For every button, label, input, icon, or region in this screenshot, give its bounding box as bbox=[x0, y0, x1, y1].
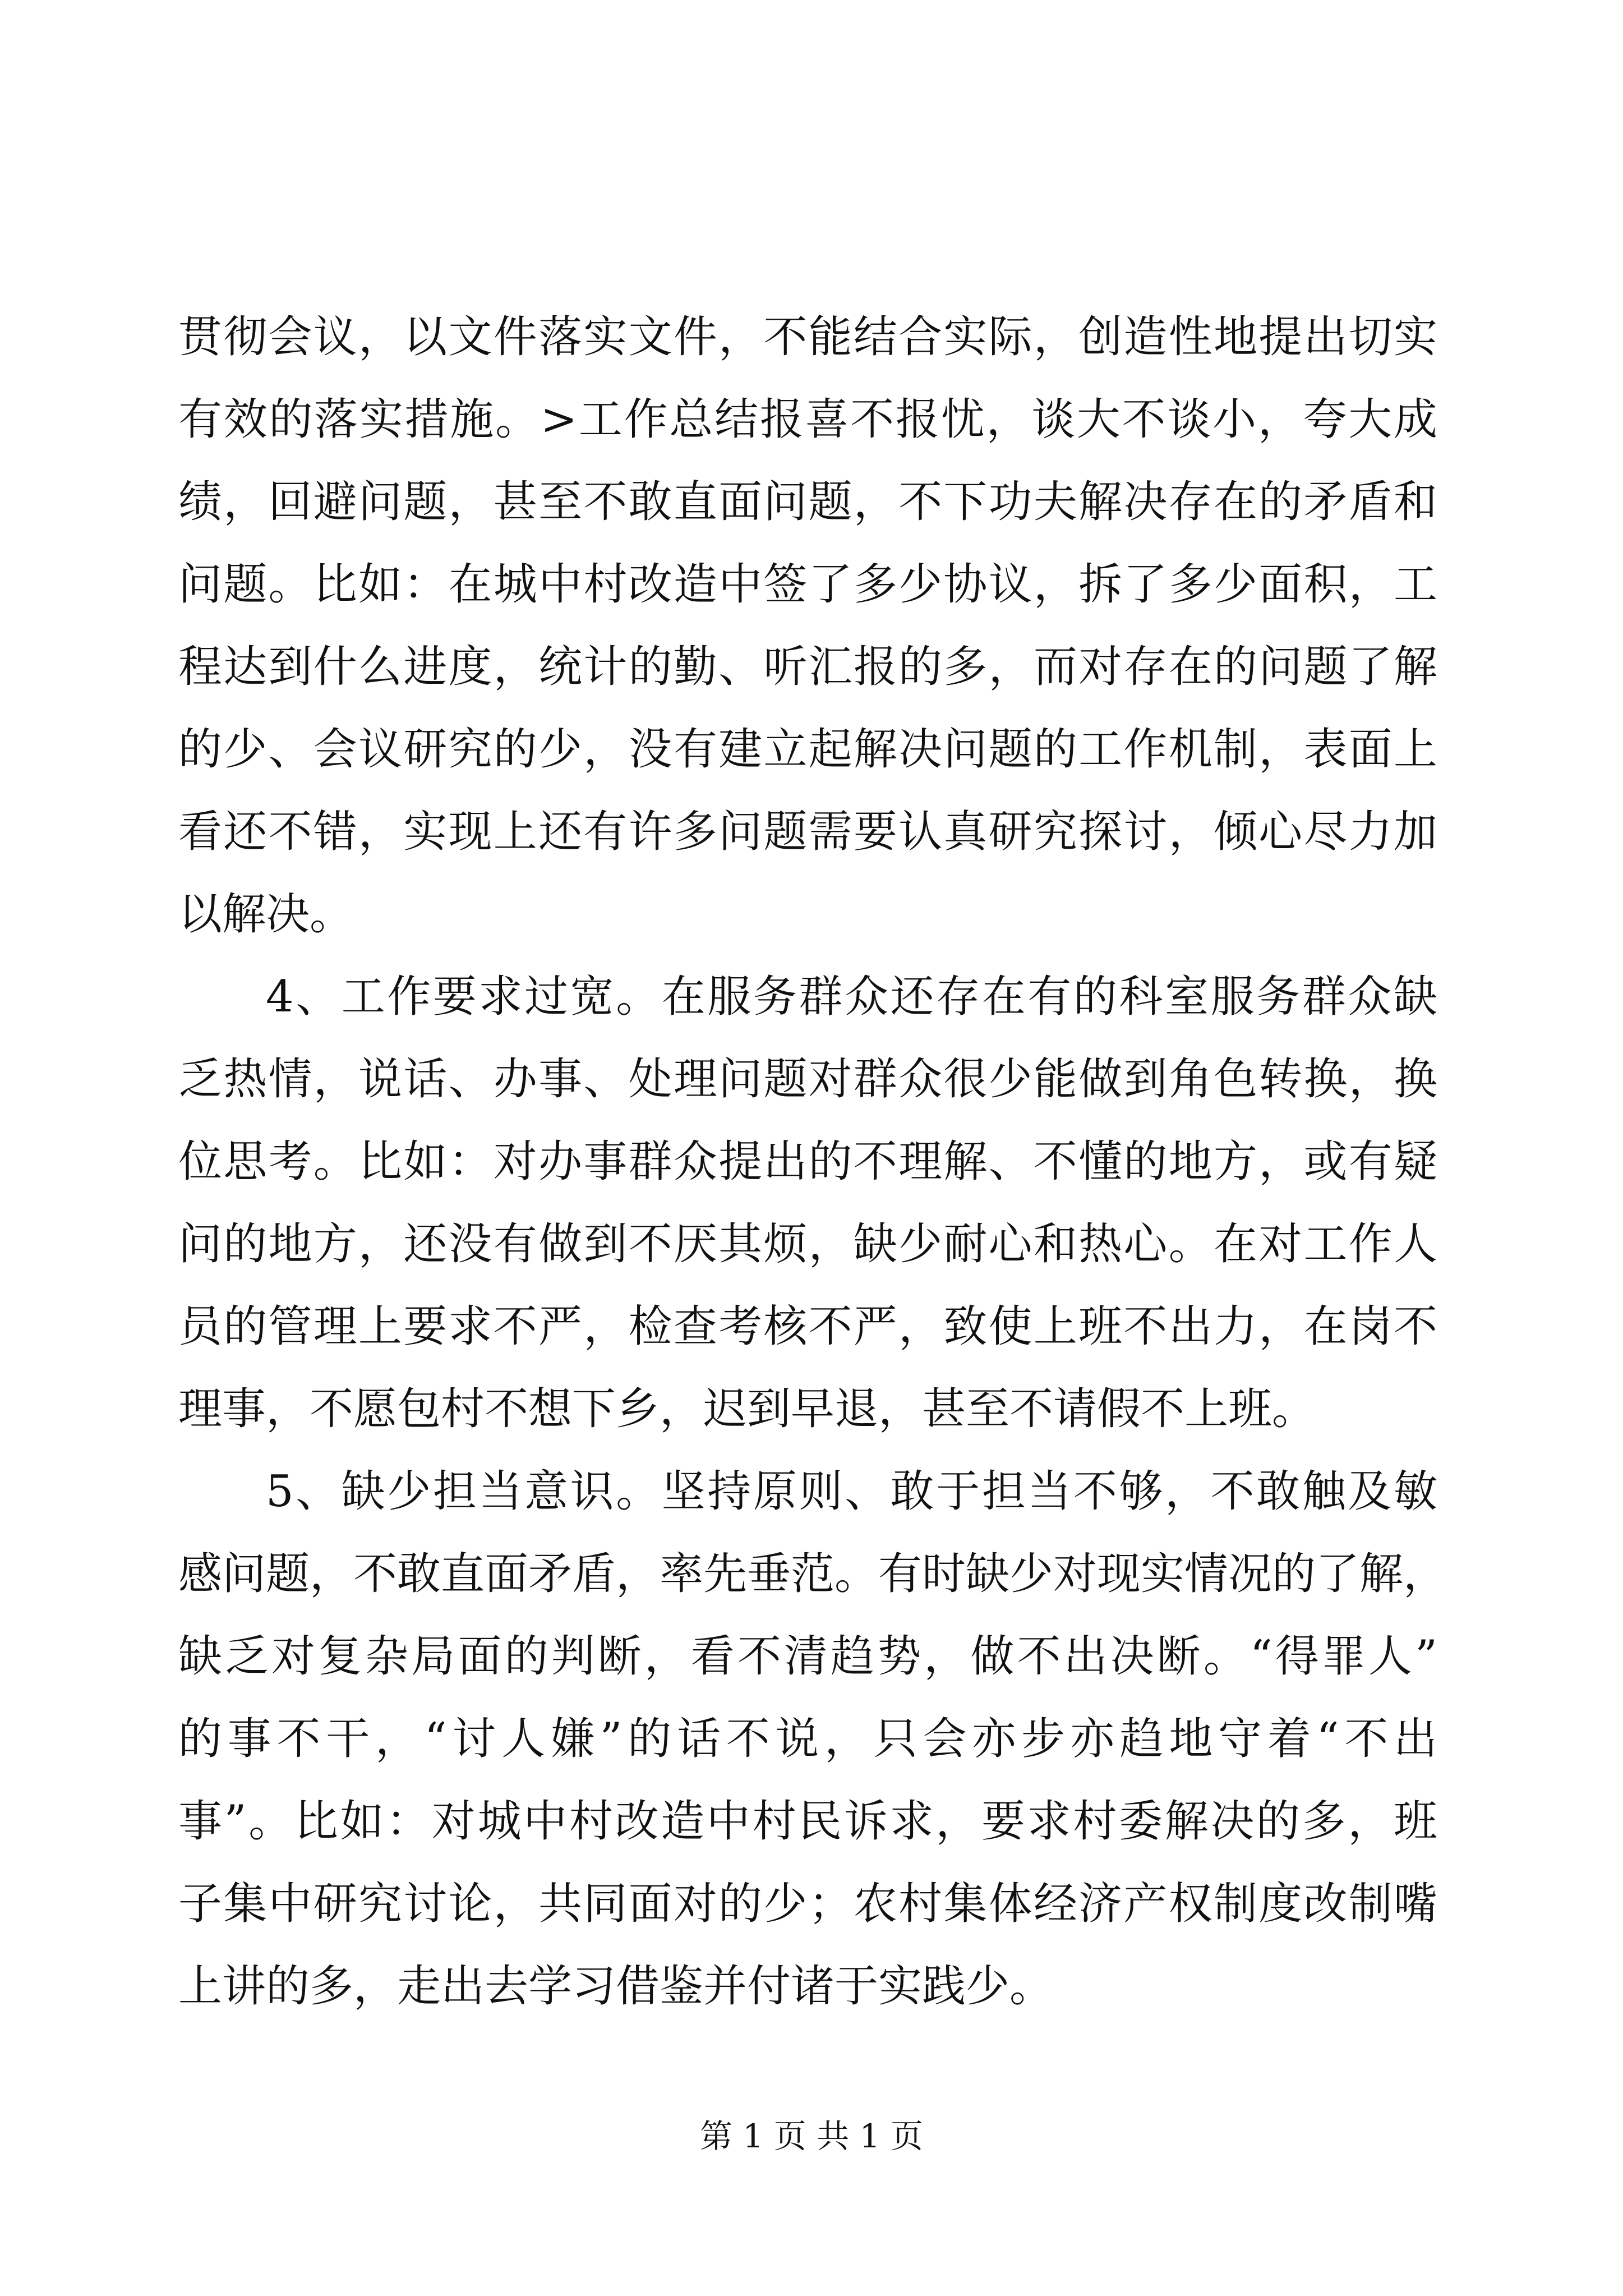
text-line: 程达到什么进度，统计的勤、听汇报的多，而对存在的问题了解 bbox=[178, 642, 1437, 692]
text-line: 理事，不愿包村不想下乡，迟到早退，甚至不请假不上班。 bbox=[178, 1384, 1316, 1434]
paragraph-start-line: 4、工作要求过宽。在服务群众还存在有的科室服务群众缺 bbox=[266, 972, 1437, 1022]
text-line: 位思考。比如：对办事群众提出的不理解、不懂的地方，或有疑 bbox=[178, 1137, 1437, 1187]
text-line: 看还不错，实现上还有许多问题需要认真研究探讨，倾心尽力加 bbox=[178, 807, 1437, 857]
document-body bbox=[178, 296, 1447, 2028]
page-footer: 第 1 页 共 1 页 bbox=[700, 2117, 923, 2155]
text-line: 缺乏对复杂局面的判断，看不清趋势，做不出决断。“得罪人” bbox=[178, 1631, 1437, 1682]
text-line: 事”。比如：对城中村改造中村民诉求，要求村委解决的多，班 bbox=[178, 1796, 1437, 1847]
text-line: 上讲的多，走出去学习借鉴并付诸于实践少。 bbox=[178, 1961, 1054, 2012]
text-line: 贯彻会议，以文件落实文件，不能结合实际，创造性地提出切实 bbox=[178, 312, 1437, 362]
text-line: 问的地方，还没有做到不厌其烦，缺少耐心和热心。在对工作人 bbox=[178, 1219, 1437, 1269]
text-line: 有效的落实措施。>工作总结报喜不报忧，谈大不谈小，夸大成 bbox=[178, 394, 1437, 445]
text-line: 乏热情，说话、办事、处理问题对群众很少能做到角色转换，换 bbox=[178, 1054, 1437, 1105]
text-line: 以解决。 bbox=[178, 889, 354, 940]
text-line: 的事不干，“讨人嫌”的话不说，只会亦步亦趋地守着“不出 bbox=[178, 1714, 1437, 1764]
text-line: 感问题，不敢直面矛盾，率先垂范。有时缺少对现实情况的了解， bbox=[178, 1549, 1447, 1599]
text-line: 问题。比如：在城中村改造中签了多少协议，拆了多少面积，工 bbox=[178, 559, 1437, 610]
text-line: 的少、会议研究的少，没有建立起解决问题的工作机制，表面上 bbox=[178, 724, 1437, 775]
text-line: 员的管理上要求不严，检查考核不严，致使上班不出力，在岗不 bbox=[178, 1301, 1437, 1352]
text-line: 子集中研究讨论，共同面对的少；农村集体经济产权制度改制嘴 bbox=[178, 1879, 1437, 1929]
text-line: 绩，回避问题，甚至不敢直面问题，不下功夫解决存在的矛盾和 bbox=[178, 477, 1437, 527]
paragraph-start-line: 5、缺少担当意识。坚持原则、敢于担当不够，不敢触及敏 bbox=[266, 1466, 1437, 1517]
